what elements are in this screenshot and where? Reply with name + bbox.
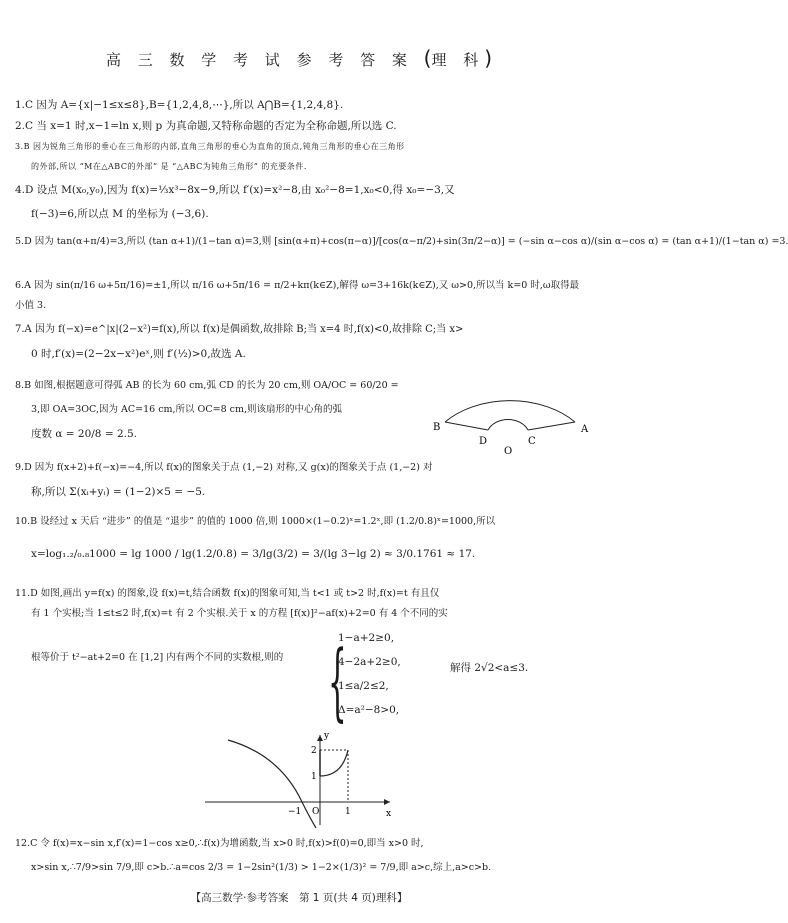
- fan-label-d: D: [479, 436, 488, 447]
- answer-8-line-2: 3,即 OA=3OC,因为 AC=16 cm,所以 OC=8 cm,则该扇形的中心角的弧: [31, 404, 342, 415]
- system-row-2: 4−2a+2≥0,: [338, 656, 401, 668]
- fan-edge-left: [445, 422, 488, 430]
- answer-11: [15, 584, 587, 668]
- answer-10-line-1: 10.B 设经过 x 天后 “进步” 的值是 “退步” 的值的 1000 倍,则 1000×(1−0.2)ˣ=1.2ˣ,即 (1.2/0.8)ˣ=1000,所以: [15, 516, 496, 527]
- answer-10: [15, 512, 587, 564]
- answer-9: [15, 458, 587, 502]
- answer-11-solution: 解得 2√2<a≤3.: [450, 662, 529, 674]
- answer-3-line-2: 的外部,所以 “M在△ABC的外部” 是 “△ABC为钝角三角形” 的充要条件.: [31, 162, 307, 171]
- answer-11-line-1: 11.D 如图,画出 y=f(x) 的图象,设 f(x)=t,结合函数 f(x)的图象可知,当 t<1 或 t>2 时,f(x)=t 有且仅: [15, 588, 440, 599]
- fan-label-o: O: [504, 446, 513, 457]
- inequality-system: { 1−a+2≥0, 4−2a+2≥0, 1≤a/2≤2, Δ=a²−8>0,: [338, 626, 401, 722]
- answer-5: [15, 232, 788, 252]
- answer-7: [15, 320, 587, 364]
- fan-inner-arc: [488, 419, 528, 430]
- system-row-1: 1−a+2≥0,: [338, 632, 395, 644]
- answer-9-line-1: 9.D 因为 f(x+2)+f(−x)=−4,所以 f(x)的图象关于点 (1,−2) 对称,又 g(x)的图象关于点 (1,−2) 对: [15, 462, 433, 473]
- neg-one-label: −1: [288, 807, 302, 817]
- title-main: 高 三 数 学 考 试 参 考 答 案: [105, 51, 413, 69]
- function-graph: [200, 730, 400, 830]
- answer-8: [15, 376, 425, 444]
- answer-8-line-1: 8.B 如图,根据题意可得弧 AB 的长为 60 cm,弧 CD 的长为 20 cm,则 OA/OC = 60/20 =: [15, 380, 399, 391]
- answer-1-line: 1.C 因为 A={x|−1≤x≤8},B={1,2,4,8,⋯},所以 A⋂B={1,2,4,8}.: [15, 99, 344, 111]
- answer-8-line-3: 度数 α = 20/8 = 2.5.: [31, 428, 137, 440]
- answer-12-line-2: x>sin x,∴7/9>sin 7/9,即 c>b.∴a=cos 2/3 = 1−2sin²(1/3) > 1−2×(1/3)² = 7/9,即 a>c,综上,a>c>b.: [31, 862, 492, 873]
- curve-right: [320, 750, 348, 776]
- answer-6: [15, 276, 587, 316]
- x-label: x: [386, 809, 392, 819]
- answer-7-line-1: 7.A 因为 f(−x)=e^|x|(2−x²)=f(x),所以 f(x)是偶函数,故排除 B;当 x=4 时,f(x)<0,故排除 C;当 x>: [15, 324, 464, 335]
- x-axis-arrow-icon: [384, 799, 390, 805]
- answer-11-line-3: 根等价于 t²−at+2=0 在 [1,2] 内有两个不同的实数根,则的: [31, 652, 284, 663]
- fan-edge-right: [528, 422, 575, 430]
- answer-10-line-2: x=log₁.₂/₀.₈1000 = lg 1000 / lg(1.2/0.8) = 3/lg(3/2) = 3/(lg 3−lg 2) ≈ 3/0.1761 ≈ 17.: [31, 548, 476, 560]
- answer-4-line-2: f(−3)=6,所以点 M 的坐标为 (−3,6).: [31, 208, 209, 220]
- y-axis-arrow-icon: [317, 735, 323, 741]
- fan-label-a: A: [581, 424, 589, 435]
- answer-5-line: 5.D 因为 tan(α+π/4)=3,所以 (tan α+1)/(1−tan α)=3,则 [sin(α+π)+cos(π−α)]/[cos(α−π/2)+sin(3π/2−α)] = (−sin α−cos α)/(sin α−cos α) = (tan α+1)/(1−tan α) =3.: [15, 236, 788, 247]
- fan-figure: [425, 370, 590, 460]
- y-one-label: 1: [311, 772, 317, 782]
- answer-3: [15, 137, 587, 177]
- answer-9-line-2: 称,所以 Σ(xᵢ+yᵢ) = (1−2)×5 = −5.: [31, 486, 206, 498]
- answer-6-line: 6.A 因为 sin(π/16 ω+5π/16)=±1,所以 π/16 ω+5π/16 = π/2+kπ(k∈Z),解得 ω=3+16k(k∈Z),又 ω>0,所以当 k=0 时,ω取得最小值 3.: [15, 280, 580, 311]
- answer-1: [15, 95, 587, 115]
- system-row-4: Δ=a²−8>0,: [338, 704, 400, 716]
- answer-2-line: 2.C 当 x=1 时,x−1=ln x,则 p 为真命题,又特称命题的否定为全称命题,所以选 C.: [15, 120, 397, 132]
- page-footer: 【高三数学·参考答案 第 1 页(共 4 页)理科】: [190, 892, 408, 904]
- answer-4: [15, 180, 587, 224]
- origin-label: O: [312, 807, 320, 817]
- fan-outer-arc: [445, 401, 575, 422]
- curve-left: [228, 740, 316, 828]
- answer-3-line-1: 3.B 因为锐角三角形的垂心在三角形的内部,直角三角形的垂心为直角的顶点,钝角三角形的垂心在三角形: [15, 142, 405, 151]
- answer-7-line-2: 0 时,f′(x)=(2−2x−x²)eˣ,则 f′(½)>0,故选 A.: [31, 348, 246, 360]
- fan-label-b: B: [433, 422, 441, 433]
- answer-12: [15, 834, 587, 878]
- y-label: y: [324, 731, 330, 741]
- answer-2: [15, 116, 587, 136]
- x-one-label: 1: [345, 807, 351, 817]
- fan-label-c: C: [528, 436, 536, 447]
- page-title: 高 三 数 学 考 试 参 考 答 案 (理 科): [105, 46, 493, 70]
- system-row-3: 1≤a/2≤2,: [338, 680, 389, 692]
- answer-11-line-2: 有 1 个实根;当 1≤t≤2 时,f(x)=t 有 2 个实根.关于 x 的方程 [f(x)]²−af(x)+2=0 有 4 个不同的实: [31, 608, 448, 619]
- y-two-label: 2: [311, 746, 317, 756]
- title-subject: 理 科: [431, 51, 485, 69]
- answer-4-line-1: 4.D 设点 M(x₀,y₀),因为 f(x)=⅓x³−8x−9,所以 f′(x)=x²−8,由 x₀²−8=1,x₀<0,得 x₀=−3,又: [15, 184, 455, 196]
- answer-12-line-1: 12.C 令 f(x)=x−sin x,f′(x)=1−cos x≥0,∴f(x)为增函数,当 x>0 时,f(x)>f(0)=0,即当 x>0 时,: [15, 838, 424, 849]
